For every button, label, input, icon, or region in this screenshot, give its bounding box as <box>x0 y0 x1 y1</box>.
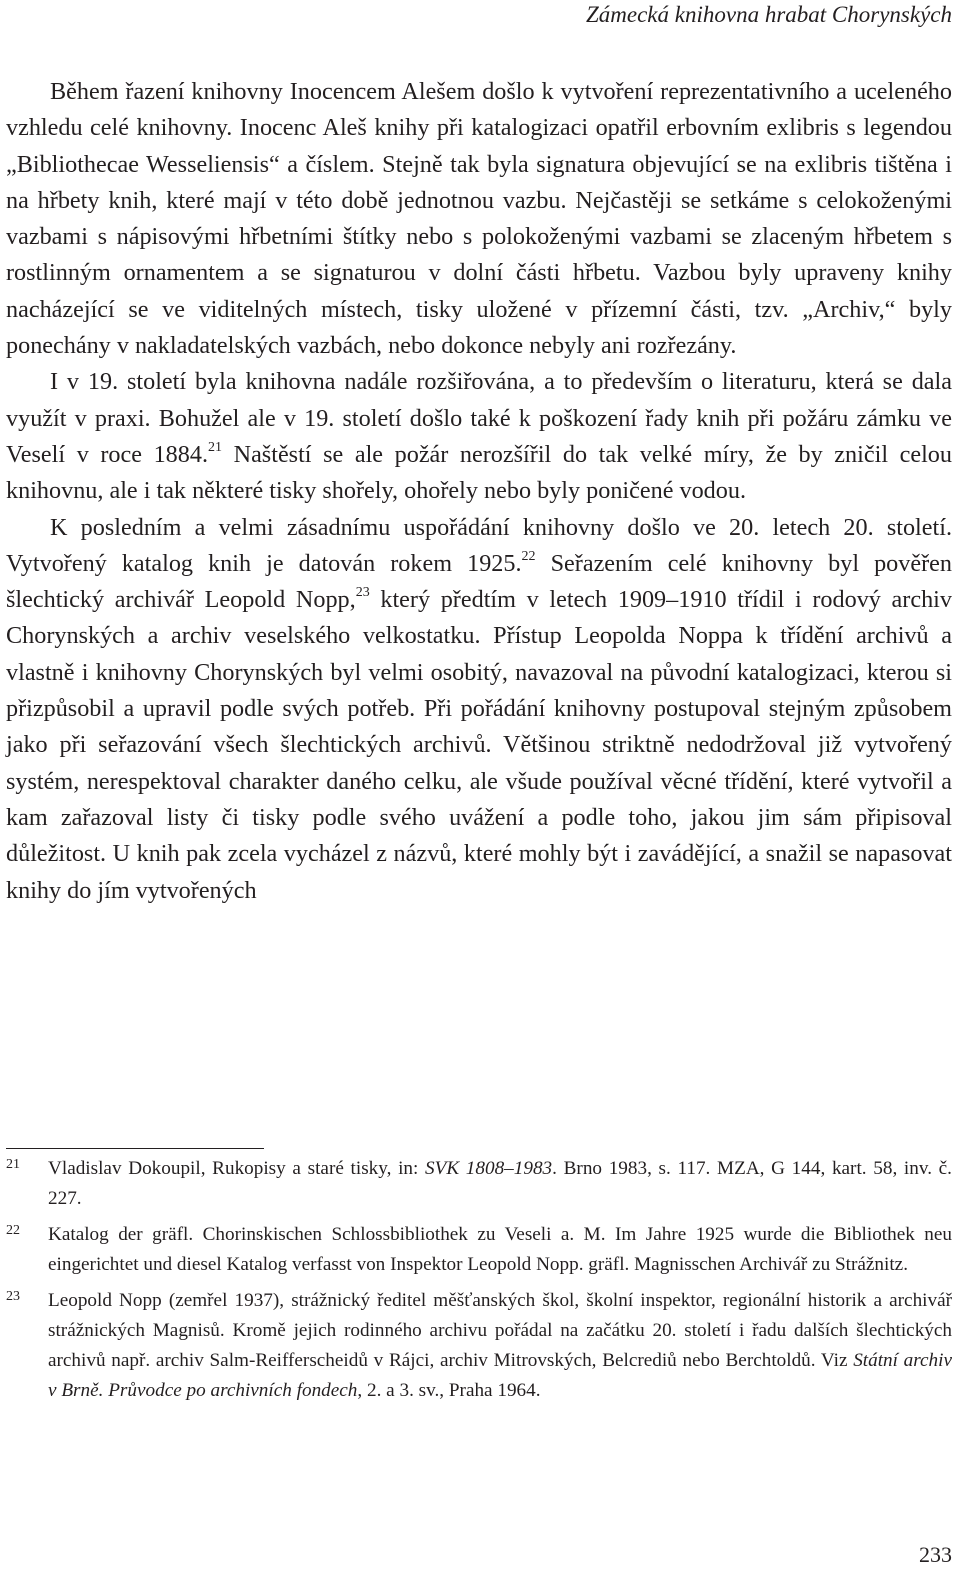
running-header: Zámecká knihovna hrabat Chorynských <box>585 2 952 27</box>
footnote-number: 23 <box>6 1289 20 1304</box>
paragraph-1: Během řazení knihovny Inocencem Alešem došlo k vytvoření reprezentativního a uceleného vzhledu celé knihovny. Inocenc Aleš knihy při katalogizaci opatřil erbovním exlibris s legendou „Bibliothecae Wesseliensis“ a číslem. Stejně tak byla signatura objevující se na exlibris tištěna i na hřbety knih, které mají v této době jednotnou vazbu. Nejčastěji se setkáme s celokoženými vazbami s nápisovými hřbetními štítky nebo s polokoženými vazbami se zlaceným hřbetem s rostlinným ornamentem a se signaturou v dolní části hřbetu. Vazbou byly upraveny knihy nacházející se ve viditelných místech, tisky uložené v přízemní části, tzv. „Archiv,“ byly ponechány v nakladatelských vazbách, nebo dokonce nebyly ani rozřezány. <box>6 78 952 360</box>
footnote-ref-23[interactable]: 23 <box>355 585 370 601</box>
footnote-21 <box>6 1154 952 1214</box>
footnote-italic-title: Státní archiv v Brně. Průvodce po archivních fondech <box>48 1350 952 1401</box>
footnote-text: Vladislav Dokoupil, Rukopisy a staré tisky, in: <box>48 1158 426 1179</box>
paragraph-2-text-a: I v 19. století byla knihovna nadále rozšiřována, a to především o literaturu, která se dala využít v praxi. Bohužel ale v 19. století došlo také k poškození řady knih při požáru zámku ve Veselí v roce 1884. <box>6 368 952 468</box>
paragraph-3-text-b: Seřazením celé knihovny byl pověřen šlechtický archivář Leopold Nopp, <box>6 549 952 614</box>
footnote-22 <box>6 1220 952 1280</box>
paragraph-3-text-a: K posledním a velmi zásadnímu uspořádání knihovny došlo ve 20. letech 20. století. Vytvořený katalog knih je datován rokem 1925. <box>6 513 952 577</box>
paragraph-2 <box>6 364 952 509</box>
paragraph-3-text-c: který předtím v letech 1909–1910 třídil i rodový archiv Chorynských a archiv veselského velkostatku. Přístup Leopolda Noppa k třídění archivů a vlastně i knihovny Chorynských byl velmi osobitý, navazoval na původní katalogizaci, kterou si přizpůsobil a upravil podle svých potřeb. Při pořádání knihovny postupoval stejným způsobem jako při seřazování všech šlechtických archivů. Většinou striktně nedodržoval již vytvořený systém, nerespektoval charakter daného celku, ale všude používal věcné třídění, které vytvořil a kam zařazoval listy či tisky podle svého uvážení a podle toho, jakou jim sám připisoval důležitost. U knih pak zcela vycházel z názvů, které mohly být i zavádějící, a snažil se napasovat knihy do jím vytvořených <box>6 586 952 904</box>
footnote-divider <box>6 1148 264 1149</box>
footnote-text: . Brno 1983, s. 117. MZA, G 144, kart. 58, inv. č. 227. <box>48 1158 952 1209</box>
footnote-ref-22[interactable]: 22 <box>521 548 536 564</box>
footnote-text: Leopold Nopp (zemřel 1937), strážnický ředitel měšťanských škol, školní inspektor, regionální historik a archivář strážnických Magnisů. Kromě jejich rodinného archivu pořádal na začátku 20. století i řadu dalších šlechtických archivů např. archiv Salm-Reifferscheidů v Rájci, archiv Mitrovských, Belcrediů nebo Berchtoldů. Viz <box>48 1290 952 1371</box>
footnote-text: , 2. a 3. sv., Praha 1964. <box>357 1380 541 1401</box>
page-number: 233 <box>919 1542 952 1567</box>
paragraph-3 <box>6 510 952 909</box>
footnote-number: 21 <box>6 1157 20 1172</box>
main-text <box>6 74 952 909</box>
paragraph-2-text-b: Naštěstí se ale požár nerozšířil do tak velké míry, že by zničil celou knihovnu, ale i tak některé tisky shořely, ohořely nebo byly poničené vodou. <box>6 440 952 505</box>
footnote-number: 22 <box>6 1223 20 1238</box>
footnotes <box>6 1154 952 1412</box>
footnote-text: Katalog der gräfl. Chorinskischen Schlossbibliothek zu Veseli a. M. Im Jahre 1925 wurde die Bibliothek neu eingerichtet und diesel Katalog verfasst von Inspektor Leopold Nopp. gräfl. Magnisschen Archivář zu Strážnitz. <box>48 1224 952 1275</box>
footnote-23 <box>6 1286 952 1406</box>
footnote-ref-21[interactable]: 21 <box>208 439 223 455</box>
footnote-italic-title: SVK 1808–1983 <box>425 1158 553 1179</box>
